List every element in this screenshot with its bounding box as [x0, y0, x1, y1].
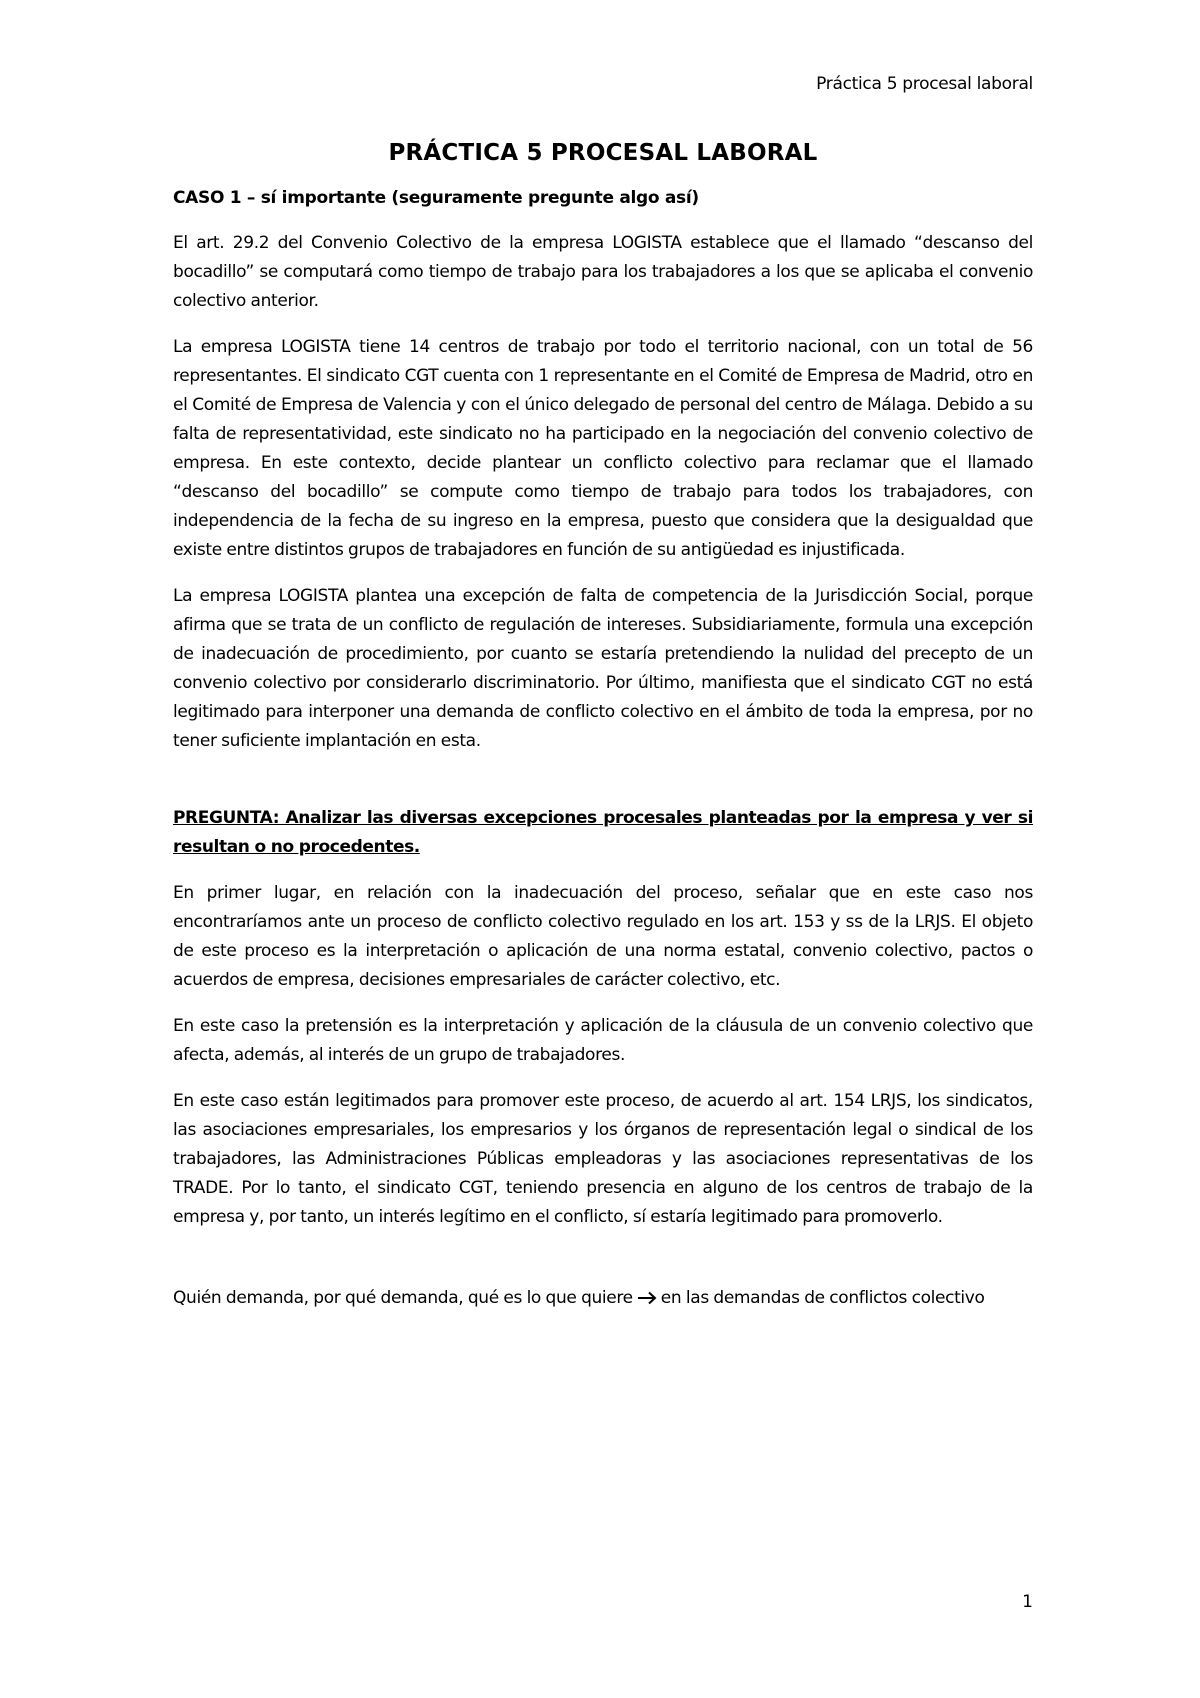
answer-paragraph: En primer lugar, en relación con la inadecuación del proceso, señalar que en este caso nos encontraríamos ante un proceso de conflicto colectivo regulado en los art. 153 y ss de la LRJS. El objeto de este proceso es la interpretación o aplicación de una norma estatal, convenio colectivo, pactos o acuerdos de empresa, decisiones empresariales de carácter colectivo, etc. [173, 883, 1033, 990]
answer-paragraph: En este caso están legitimados para promover este proceso, de acuerdo al art. 154 LRJS, los sindicatos, las asociaciones empresariales, los empresarios y los órganos de representación legal o sindical de los trabajadores, las Administraciones Públicas empleadoras y las asociaciones representativas de los TRADE. Por lo tanto, el sindicato CGT, teniendo presencia en alguno de los centros de trabajo de la empresa y, por tanto, un interés legítimo en el conflicto, sí estaría legitimado para promoverlo. [173, 1091, 1033, 1227]
question-heading: PREGUNTA: Analizar las diversas excepciones procesales planteadas por la empresa y ver si resultan o no procedentes. [173, 808, 1033, 857]
document-content [173, 140, 1033, 1313]
page-title: PRÁCTICA 5 PROCESAL LABORAL [388, 140, 818, 166]
case-heading: CASO 1 – sí importante (seguramente pregunte algo así) [173, 188, 699, 208]
case-paragraph: La empresa LOGISTA tiene 14 centros de trabajo por todo el territorio nacional, con un total de 56 representantes. El sindicato CGT cuenta con 1 representante en el Comité de Empresa de Madrid, otro en el Comité de Empresa de Valencia y con el único delegado de personal del centro de Málaga. Debido a su falta de representatividad, este sindicato no ha participado en la negociación del convenio colectivo de empresa. En este contexto, decide plantear un conflicto colectivo para reclamar que el llamado “descanso del bocadillo” se compute como tiempo de trabajo para todos los trabajadores, con independencia de la fecha de su ingreso en la empresa, puesto que considera que la desigualdad que existe entre distintos grupos de trabajadores en función de su antigüedad es injustificada. [173, 337, 1033, 560]
answer-paragraph: En este caso la pretensión es la interpretación y aplicación de la cláusula de un convenio colectivo que afecta, además, al interés de un grupo de trabajadores. [173, 1016, 1033, 1065]
closing-note-end: en las demandas de conflictos colectivo [660, 1288, 985, 1308]
closing-note [173, 1284, 1033, 1313]
closing-note-start: Quién demanda, por qué demanda, qué es lo que quiere [173, 1288, 633, 1308]
case-paragraph: El art. 29.2 del Convenio Colectivo de la empresa LOGISTA establece que el llamado “descanso del bocadillo” se computará como tiempo de trabajo para los trabajadores a los que se aplicaba el convenio colectivo anterior. [173, 233, 1033, 311]
page-number: 1 [1022, 1592, 1033, 1612]
right-arrow-icon [636, 1291, 658, 1305]
case-paragraph: La empresa LOGISTA plantea una excepción de falta de competencia de la Jurisdicción Social, porque afirma que se trata de un conflicto de regulación de intereses. Subsidiariamente, formula una excepción de inadecuación de procedimiento, por cuanto se estaría pretendiendo la nulidad del precepto de un convenio colectivo por considerarlo discriminatorio. Por último, manifiesta que el sindicato CGT no está legitimado para interponer una demanda de conflicto colectivo en el ámbito de toda la empresa, por no tener suficiente implantación en esta. [173, 586, 1033, 751]
running-header: Práctica 5 procesal laboral [816, 74, 1033, 94]
